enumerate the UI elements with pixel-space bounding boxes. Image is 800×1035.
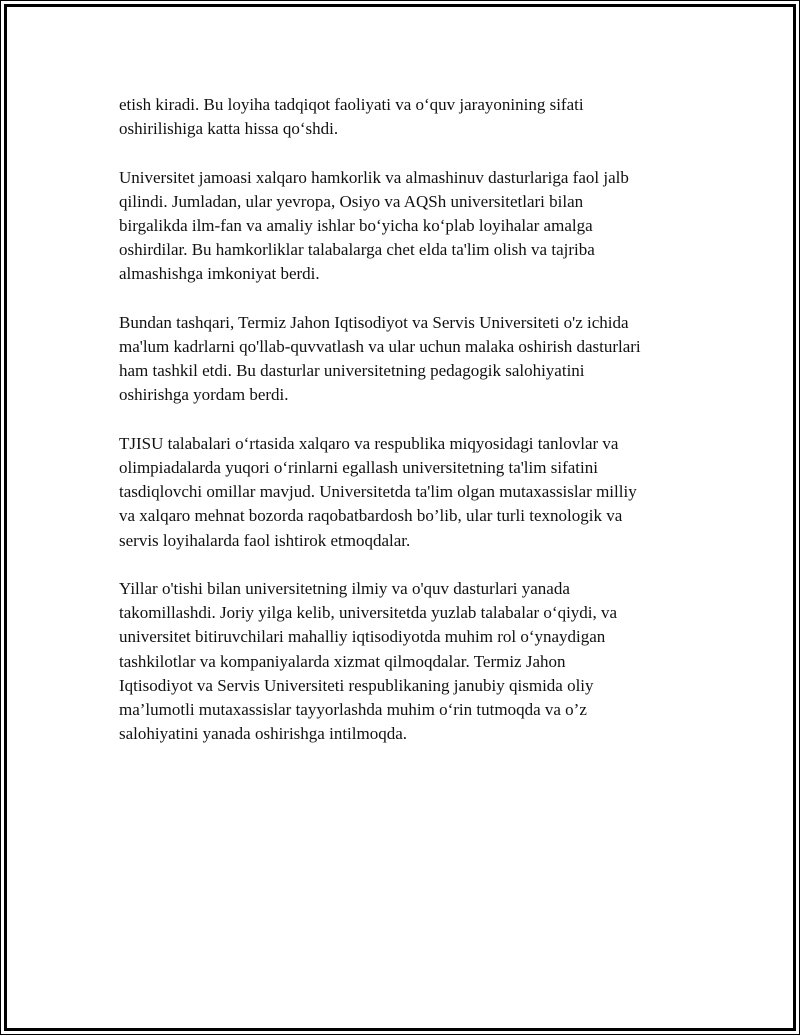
text-line: va xalqaro mehnat bozorda raqobatbardosh bo’lib, ular turli texnologik va: [119, 506, 623, 526]
text-line: Universitet jamoasi xalqaro hamkorlik va almashinuv dasturlariga faol jalb: [119, 167, 629, 187]
text-line: qilindi. Jumladan, ular yevropa, Osiyo va AQSh universitetlari bilan: [119, 191, 584, 211]
text-line: TJISU talabalari o‘rtasida xalqaro va respublika miqyosidagi tanlovlar va: [119, 433, 619, 453]
paragraph-2: [119, 166, 709, 287]
text-line: almashishga imkoniyat berdi.: [119, 264, 320, 284]
text-line: ham tashkil etdi. Bu dasturlar universitetning pedagogik salohiyatini: [119, 361, 585, 381]
paragraph-1: [119, 93, 709, 141]
text-line: birgalikda ilm-fan va amaliy ishlar bo‘yicha ko‘plab loyihalar amalga: [119, 216, 593, 235]
text-line: universitet bitiruvchilari mahalliy iqtisodiyotda muhim rol o‘ynaydigan: [119, 627, 606, 647]
text-line: oshirishga yordam berdi.: [119, 385, 289, 405]
paragraph-3: [119, 311, 709, 408]
text-line: ma'lum kadrlarni qo'llab-quvvatlash va ular uchun malaka oshirish dasturlari: [119, 337, 641, 356]
text-line: oshirdilar. Bu hamkorliklar talabalarga chet elda ta'lim olish va tajriba: [119, 240, 595, 260]
text-line: takomillashdi. Joriy yilga kelib, universitetda yuzlab talabalar o‘qiydi, va: [119, 603, 618, 623]
paragraph-5: [119, 577, 709, 746]
text-line: olimpiadalarda yuqori o‘rinlarni egallash universitetning ta'lim sifatini: [119, 458, 598, 477]
text-line: servis loyihalarda faol ishtirok etmoqdalar.: [119, 530, 411, 550]
text-line: salohiyatini yanada oshirishga intilmoqda.: [119, 724, 408, 744]
text-line: ma’lumotli mutaxassislar tayyorlashda muhim o‘rin tutmoqda va o’z: [119, 700, 587, 720]
text-line: etish kiradi. Bu loyiha tadqiqot faoliyati va o‘quv jarayonining sifati: [119, 95, 584, 114]
text-line: tasdiqlovchi omillar mavjud. Universitetda ta'lim olgan mutaxassislar milliy: [119, 482, 637, 502]
text-line: Yillar o'tishi bilan universitetning ilmiy va o'quv dasturlari yanada: [119, 579, 570, 598]
text-line: Iqtisodiyot va Servis Universiteti respublikaning janubiy qismida oliy: [119, 675, 594, 695]
paragraph-4: [119, 432, 709, 553]
text-line: tashkilotlar va kompaniyalarda xizmat qilmoqdalar. Termiz Jahon: [119, 651, 566, 671]
text-line: oshirilishiga katta hissa qo‘shdi.: [119, 119, 339, 139]
text-line: Bundan tashqari, Termiz Jahon Iqtisodiyot va Servis Universiteti o'z ichida: [119, 312, 629, 332]
document-body: [119, 93, 709, 771]
